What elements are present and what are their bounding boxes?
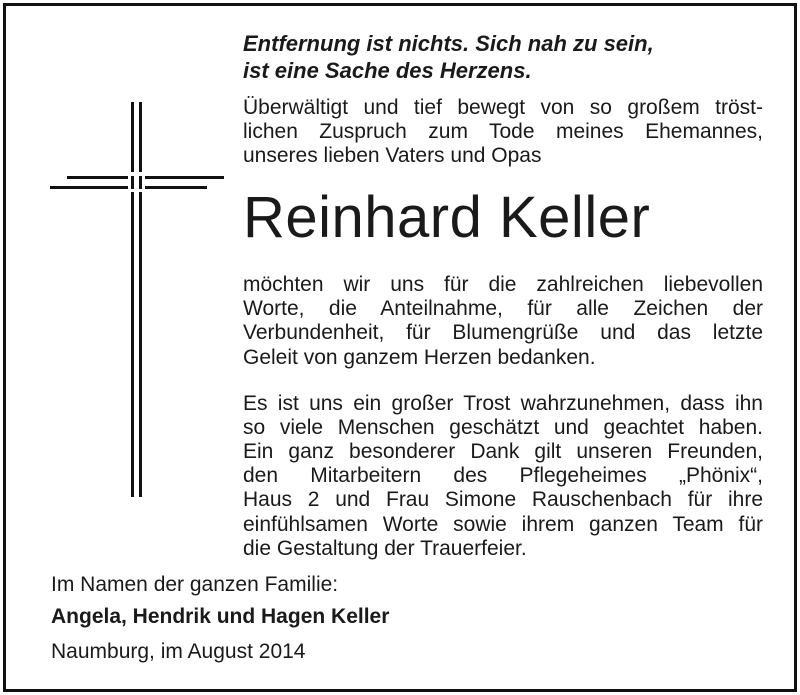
special-thanks-paragraph xyxy=(243,440,763,561)
intro-line: lichen Zuspruch zum Tode meines Ehemannes, xyxy=(243,120,763,144)
deceased-name: Reinhard Keller xyxy=(243,185,651,250)
comfort-paragraph xyxy=(243,392,763,440)
thanks-line: Verbundenheit, für Blumengrüße und das letzte xyxy=(243,321,763,345)
special-thanks-line: den Mitarbeitern des Pflegeheimes „Phönix“, xyxy=(243,464,763,488)
comfort-line: Es ist uns ein großer Trost wahrzunehmen, dass ihn xyxy=(243,392,763,415)
special-thanks-line: einfühlsamen Worte sowie ihrem ganzen Team für xyxy=(243,512,763,536)
thanks-line: möchten wir uns für die zahlreichen liebevollen xyxy=(243,273,763,296)
intro-line: Überwältigt und tief bewegt von so großem tröst- xyxy=(243,96,763,119)
special-thanks-line: Ein ganz besonderer Dank gilt unseren Freunden, xyxy=(243,440,763,463)
place-date: Naumburg, im August 2014 xyxy=(51,640,306,663)
cross-icon xyxy=(50,102,224,497)
intro-paragraph xyxy=(243,96,763,169)
thanks-paragraph xyxy=(243,273,763,370)
signature-names: Angela, Hendrik und Hagen Keller xyxy=(51,605,390,628)
motto-quote xyxy=(243,30,763,84)
motto-line: ist eine Sache des Herzens. xyxy=(243,58,532,83)
comfort-line: so viele Menschen geschätzt und geachtet haben. xyxy=(243,416,763,440)
signature-intro: Im Namen der ganzen Familie: xyxy=(51,573,339,596)
thanks-line: Geleit von ganzem Herzen bedanken. xyxy=(243,345,596,369)
thanks-line: Worte, die Anteilnahme, für alle Zeichen der xyxy=(243,297,763,321)
special-thanks-line: die Gestaltung der Trauerfeier. xyxy=(243,536,527,560)
special-thanks-line: Haus 2 und Frau Simone Rauschenbach für ihre xyxy=(243,488,763,512)
intro-line: unseres lieben Vaters und Opas xyxy=(243,144,542,168)
motto-line: Entfernung ist nichts. Sich nah zu sein, xyxy=(243,31,654,56)
